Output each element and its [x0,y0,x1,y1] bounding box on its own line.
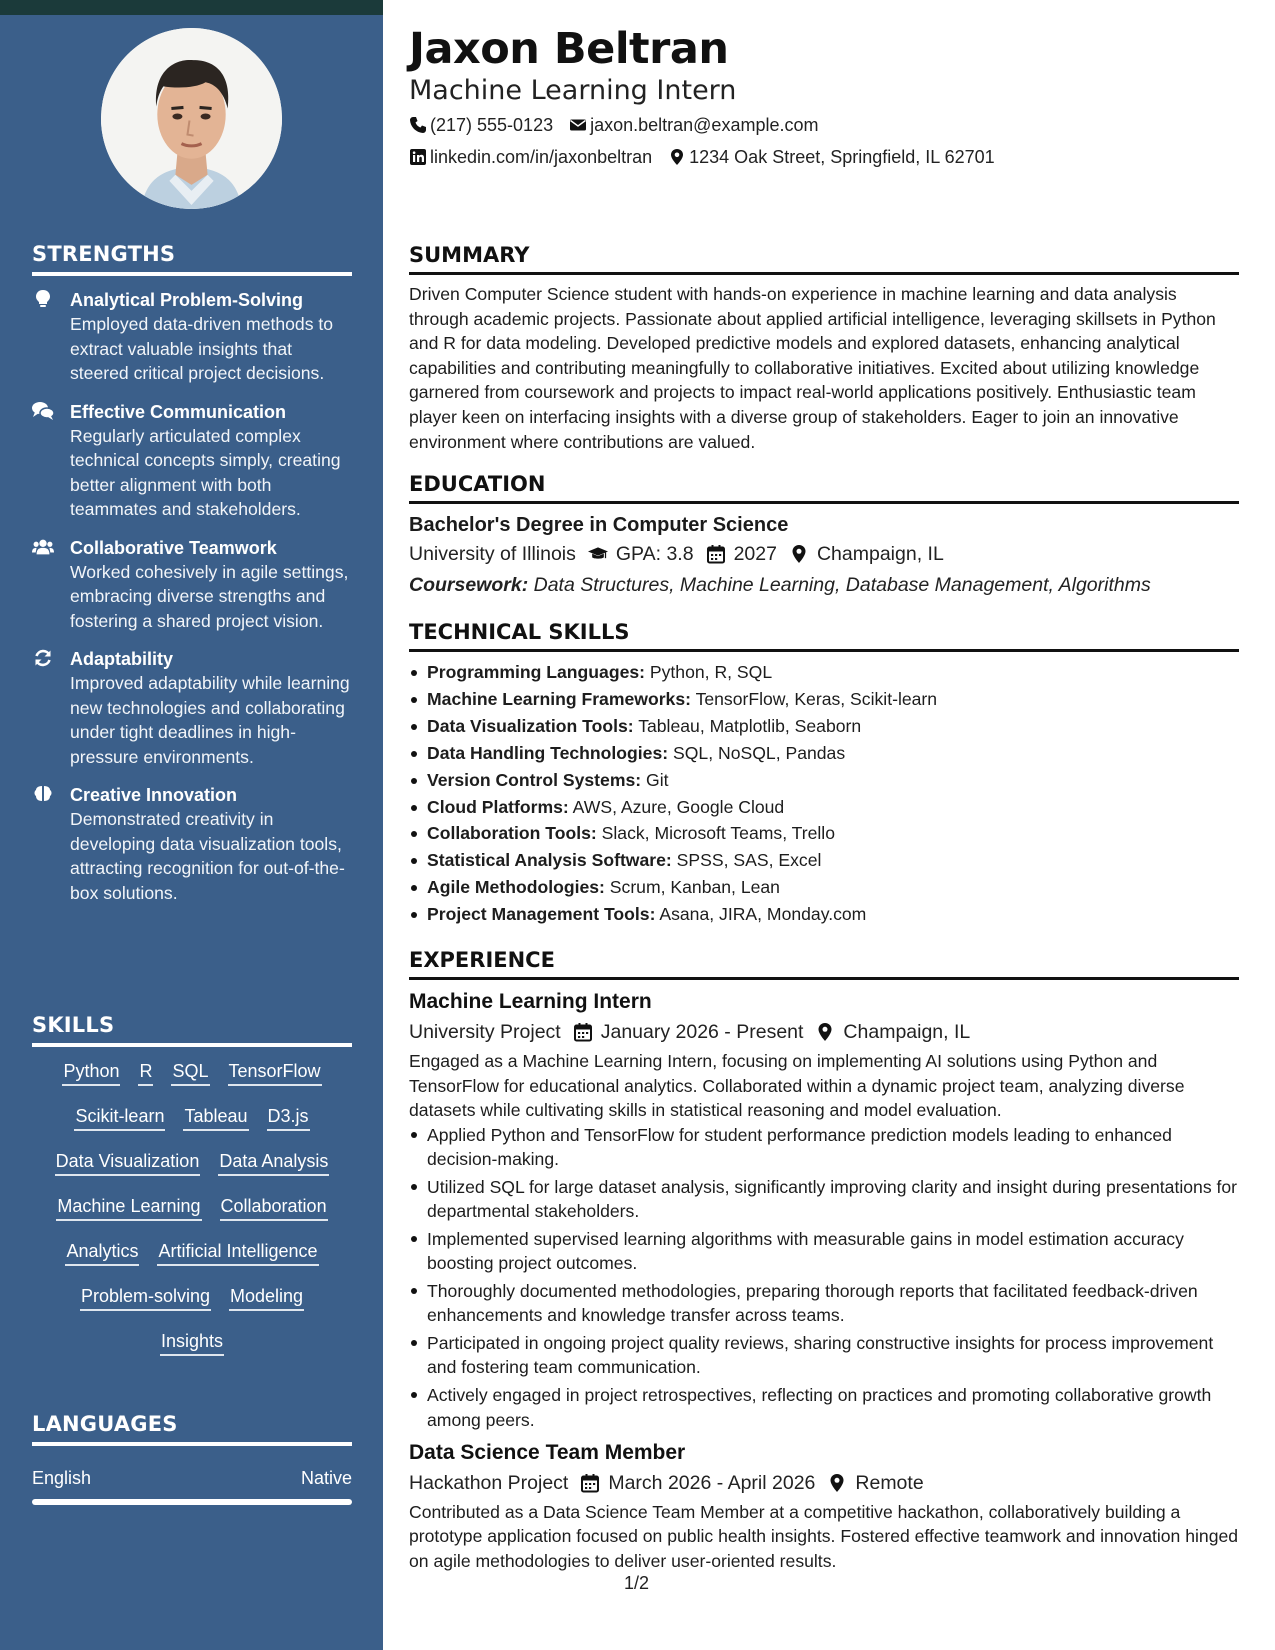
job-location: Champaign, IL [843,1021,971,1043]
job-title: Machine Learning Intern [409,990,652,1013]
phone-text: (217) 555-0123 [430,115,554,135]
skill-category: Cloud Platforms: [427,796,569,817]
coursework-text: Data Structures, Machine Learning, Database Management, Algorithms [533,574,1151,596]
skill-tag: Insights [160,1328,224,1356]
job-meta [409,1468,1239,1498]
skill-tag: Machine Learning [56,1193,201,1221]
technical-skill-item [409,794,1239,821]
achievement-item: Participated in ongoing project quality reviews, sharing constructive insights for process improvement and fostering team communication. [409,1331,1239,1380]
page-number: 1/2 [624,1573,650,1593]
skill-tag: Tableau [183,1103,248,1131]
skill-category: Data Visualization Tools: [427,715,634,736]
technical-skills-section [409,618,1239,928]
strength-item [32,288,352,386]
job-description: Engaged as a Machine Learning Intern, focusing on implementing AI solutions using Python and TensorFlow for educational analytics. Collaborated within a dynamic project team, analyzing diverse datasets while cultivating skills in statistical reasoning and model evaluation. [409,1051,1185,1121]
strength-title: Effective Communication [70,401,287,422]
technical-skill-item [409,847,1239,874]
technical-skill-item [409,713,1239,740]
education-section [409,470,1239,601]
language-name: English [32,1468,92,1488]
skill-category: Collaboration Tools: [427,823,597,844]
skill-category: Project Management Tools: [427,904,656,925]
skill-values: SQL, NoSQL, Pandas [673,742,846,763]
skill-tag: Collaboration [220,1193,328,1221]
strength-title: Adaptability [70,649,174,669]
contact-row-2 [409,145,995,169]
technical-skill-item [409,874,1239,901]
brain-icon [32,784,56,806]
skill-tag: TensorFlow [228,1058,322,1086]
skill-row [32,1148,352,1193]
coursework-line [409,569,1239,601]
skill-tag: Modeling [229,1283,304,1311]
strength-description: Employed data-driven methods to extract valuable insights that steered critical project decisions. [70,314,334,383]
skill-tag: Data Visualization [55,1148,201,1176]
candidate-title: Machine Learning Intern [409,75,737,106]
experience-entry [409,987,1239,1432]
coursework-label: Coursework: [409,574,529,596]
skill-tag: Scikit-learn [74,1103,165,1131]
address-text: 1234 Oak Street, Springfield, IL 62701 [689,147,995,167]
language-proficiency-bar [32,1499,352,1505]
sidebar-top-band [0,0,383,15]
skill-category: Programming Languages: [427,662,645,682]
skill-row [32,1238,352,1283]
map-marker-icon [827,1473,847,1493]
contact-address [668,145,995,169]
experience-entry [409,1438,1239,1574]
skill-values: Scrum, Kanban, Lean [609,877,780,898]
skills-cloud [32,1058,352,1373]
skill-tag: D3.js [267,1103,310,1131]
email-text: jaxon.beltran@example.com [590,115,819,135]
skill-tag: Analytics [65,1238,139,1266]
achievement-item: Applied Python and TensorFlow for student performance prediction models leading to enhanced decision-making. [409,1123,1239,1172]
technical-skills-heading: TECHNICAL SKILLS [409,618,1239,652]
linkedin-text: linkedin.com/in/jaxonbeltran [430,147,653,167]
gpa-text: GPA: 3.8 [615,543,694,565]
language-level: Native [300,1468,352,1488]
candidate-name: Jaxon Beltran [409,24,729,74]
profile-photo-illustration [101,28,282,209]
languages-list [32,1466,352,1505]
summary-heading: SUMMARY [409,241,1239,275]
strength-title: Analytical Problem-Solving [70,290,304,310]
strength-description: Regularly articulated complex technical concepts simply, creating better alignment with both teammates and stakeholders. [70,425,341,519]
skill-tag: Artificial Intelligence [157,1238,318,1266]
map-marker-icon [815,1022,835,1042]
skill-values: AWS, Azure, Google Cloud [572,796,785,817]
experience-section [409,946,1239,1574]
job-achievements [409,1123,1239,1432]
technical-skill-item [409,820,1239,847]
skill-row [32,1328,352,1373]
sidebar [0,0,383,1650]
achievement-item: Actively engaged in project retrospectives, reflecting on practices and promoting collaborative growth among peers. [409,1383,1239,1432]
school-name: University of Illinois [409,543,576,565]
skill-row [32,1283,352,1328]
skill-row [32,1193,352,1238]
skill-tag: SQL [171,1058,209,1086]
strength-description: Demonstrated creativity in developing data visualization tools, attracting recognition for out-of-the-box solutions. [70,809,345,903]
linkedin-icon [409,148,427,166]
skill-tag: R [138,1058,153,1086]
skill-tag: Problem-solving [80,1283,211,1311]
strength-description: Improved adaptability while learning new technologies and collaborating under tight deadlines in high-pressure environments. [70,673,350,767]
strength-title: Collaborative Teamwork [70,537,277,558]
strength-item [32,400,352,522]
skill-category: Version Control Systems: [427,769,642,790]
achievement-item: Implemented supervised learning algorithms with measurable gains in model estimation accuracy boosting project outcomes. [409,1227,1239,1276]
contact-email[interactable] [569,113,818,137]
job-description: Contributed as a Data Science Team Member at a competitive hackathon, collaboratively building a prototype application focused on public health insights. Fostered effective teamwork and innovation hinged on agile methodologies to deliver user-oriented results. [409,1501,1239,1572]
skill-row [32,1103,352,1148]
strength-item [32,783,352,905]
skill-category: Agile Methodologies: [427,877,605,898]
lightbulb-icon [32,289,56,311]
education-heading: EDUCATION [409,470,1239,504]
strength-description: Worked cohesively in agile settings, embracing diverse strengths and fostering a shared project vision. [70,561,349,631]
summary-section [409,241,1239,454]
skill-values: Asana, JIRA, Monday.com [659,904,867,925]
contact-row-1 [409,113,818,137]
strength-item [32,536,352,634]
strengths-list [32,288,352,919]
job-dates: January 2026 - Present [600,1021,804,1043]
job-organization: University Project [409,1021,561,1043]
envelope-icon [569,116,587,134]
contact-linkedin[interactable] [409,145,652,169]
skill-values: Python, R, SQL [649,662,773,682]
job-location: Remote [855,1471,924,1494]
skills-heading: SKILLS [32,1013,352,1047]
users-icon [32,537,56,559]
skill-tag: Python [62,1058,120,1086]
technical-skills-list [409,659,1239,928]
calendar-icon [573,1022,593,1042]
technical-skill-item [409,901,1239,928]
sync-icon [32,648,56,670]
map-marker-icon [789,544,809,564]
school-location: Champaign, IL [816,543,944,565]
strength-title: Creative Innovation [70,785,238,805]
technical-skill-item [409,740,1239,767]
strength-item [32,647,352,769]
technical-skill-item [409,686,1239,713]
language-item [32,1466,352,1490]
education-meta [409,539,1239,569]
technical-skill-item [409,659,1239,686]
skill-values: Tableau, Matplotlib, Seaborn [638,715,862,736]
graduation-cap-icon [588,544,608,564]
graduation-year: 2027 [733,543,777,565]
achievement-item: Thoroughly documented methodologies, preparing thorough reports that facilitated feedback-driven enhancements and knowledge transfer across teams. [409,1279,1239,1328]
skill-values: Slack, Microsoft Teams, Trello [601,823,835,844]
phone-icon [409,116,427,134]
skill-category: Machine Learning Frameworks: [427,688,691,709]
map-marker-icon [668,148,686,166]
contact-phone[interactable] [409,113,553,137]
calendar-icon [706,544,726,564]
skill-values: Git [646,769,669,790]
languages-heading: LANGUAGES [32,1412,352,1446]
job-dates: March 2026 - April 2026 [608,1471,816,1494]
degree-title: Bachelor's Degree in Computer Science [409,514,789,536]
job-title: Data Science Team Member [409,1440,686,1464]
skill-row [32,1058,352,1103]
skill-values: SPSS, SAS, Excel [676,850,822,871]
achievement-item: Utilized SQL for large dataset analysis, significantly improving clarity and insight during presentations for departmental stakeholders. [409,1175,1239,1224]
skill-category: Data Handling Technologies: [427,742,669,763]
profile-photo [101,28,282,209]
comments-icon [32,401,56,423]
job-organization: Hackathon Project [409,1471,569,1494]
job-meta [409,1017,1239,1047]
strengths-heading: STRENGTHS [32,242,352,276]
summary-text: Driven Computer Science student with hands-on experience in machine learning and data analysis through academic projects. Passionate about applied artificial intelligence, leveraging skillsets in Python and R for data modeling. Developed predictive models and explored datasets, enhancing analytical capabilities and contributing meaningfully to collaborative initiatives. Excited about utilizing knowledge garnered from coursework and projects to impact real-world applications positively. Enthusiastic team player keen on interfacing insights with a diverse group of stakeholders. Eager to join an innovative environment where contributions are valued. [409,284,1216,452]
calendar-icon [580,1473,600,1493]
experience-heading: EXPERIENCE [409,946,1239,980]
skill-values: TensorFlow, Keras, Scikit-learn [695,688,938,709]
technical-skill-item [409,767,1239,794]
skill-category: Statistical Analysis Software: [427,850,672,871]
skill-tag: Data Analysis [218,1148,329,1176]
